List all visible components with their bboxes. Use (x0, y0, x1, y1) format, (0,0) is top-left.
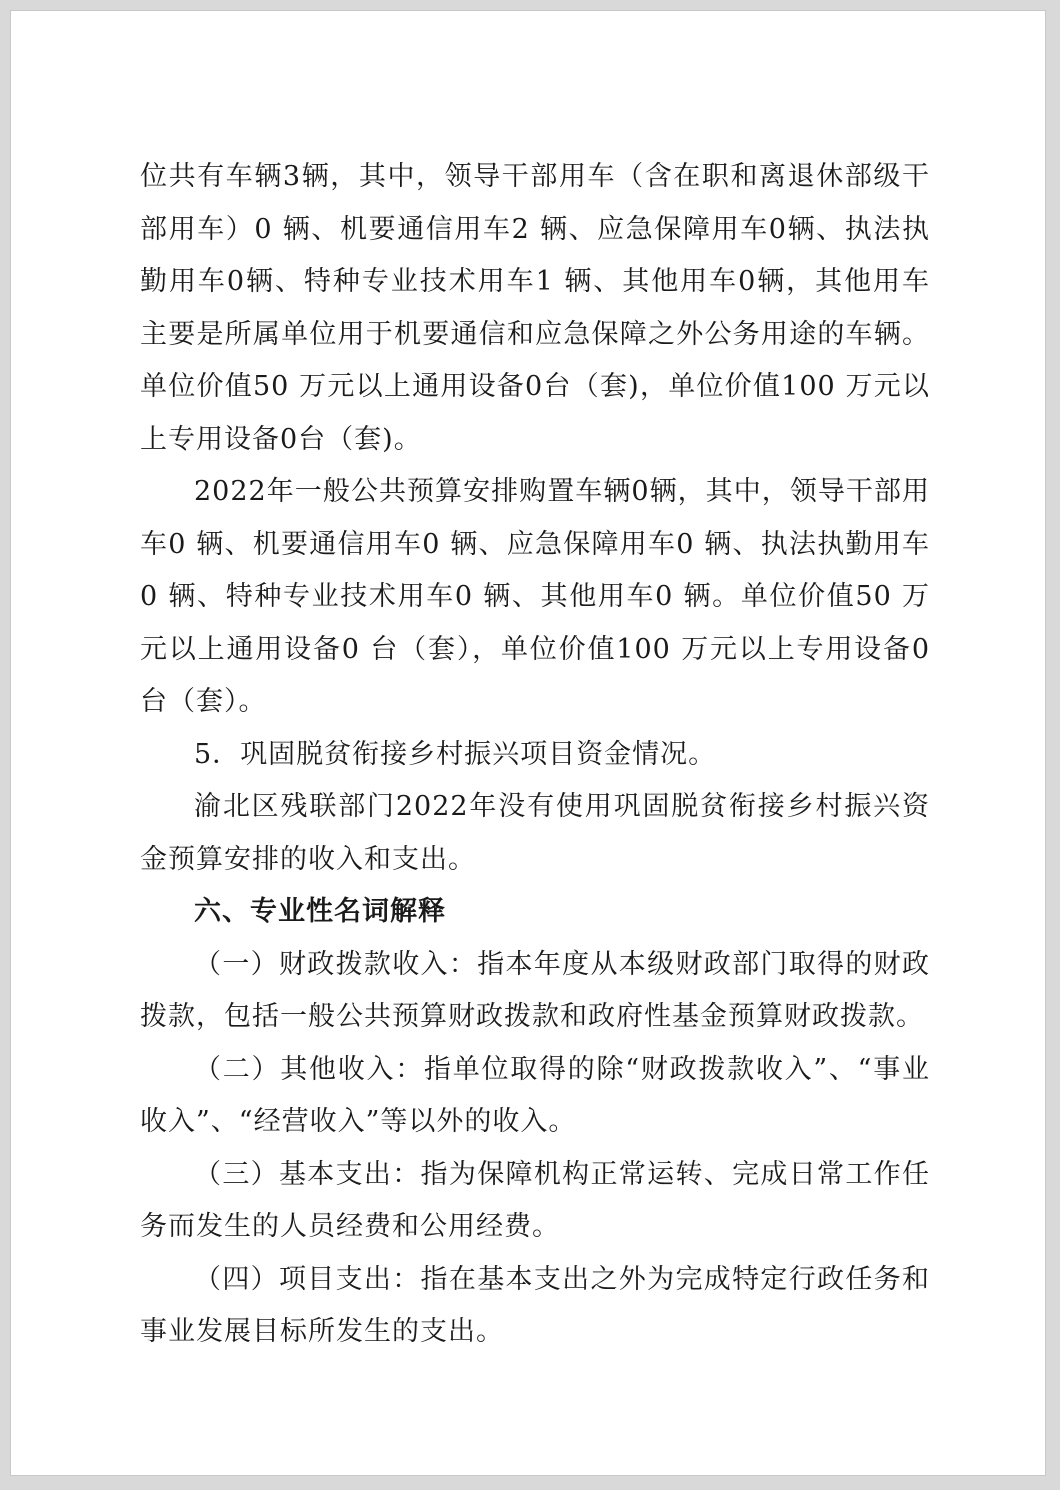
paragraph-term-project-expenditure: （四）项目支出：指在基本支出之外为完成特定行政任务和事业发展目标所发生的支出。 (140, 1263, 930, 1347)
document-body (140, 151, 930, 1359)
paragraph-vehicle-purchase-2022: 2022年一般公共预算安排购置车辆0辆，其中，领导干部用车0 辆、机要通信用车0 辆、应急保障用车0 辆、执法执勤用车0 辆、特种专业技术用车0 辆、其他用车0 辆。单位价值50 万元以上通用设备0 台（套），单位价值100 万元以上专用设备0 台（套）。 (140, 476, 930, 717)
paragraph-term-basic-expenditure: （三）基本支出：指为保障机构正常运转、完成日常工作任务而发生的人员经费和公用经费。 (140, 1158, 930, 1242)
paragraph-term-other-income: （二）其他收入：指单位取得的除“财政拨款收入”、“事业收入”、“经营收入”等以外的收入。 (140, 1053, 930, 1137)
paragraph-term-fiscal-income: （一）财政拨款收入：指本年度从本级财政部门取得的财政拨款，包括一般公共预算财政拨款和政府性基金预算财政拨款。 (140, 948, 930, 1032)
paragraph-item-5-title: 5．巩固脱贫衔接乡村振兴项目资金情况。 (194, 738, 717, 770)
paragraph-vehicles-continued: 位共有车辆3辆，其中，领导干部用车（含在职和离退休部级干部用车）0 辆、机要通信用车2 辆、应急保障用车0辆、执法执勤用车0辆、特种专业技术用车1 辆、其他用车0辆，其他用车主要是所属单位用于机要通信和应急保障之外公务用途的车辆。单位价值50 万元以上通用设备0台（套)，单位价值100 万元以上专用设备0台（套)。 (140, 161, 930, 455)
document-page (10, 10, 1046, 1476)
section-heading-terminology: 六、专业性名词解释 (194, 896, 446, 927)
paragraph-rural-revitalization: 渝北区残联部门2022年没有使用巩固脱贫衔接乡村振兴资金预算安排的收入和支出。 (140, 791, 930, 875)
